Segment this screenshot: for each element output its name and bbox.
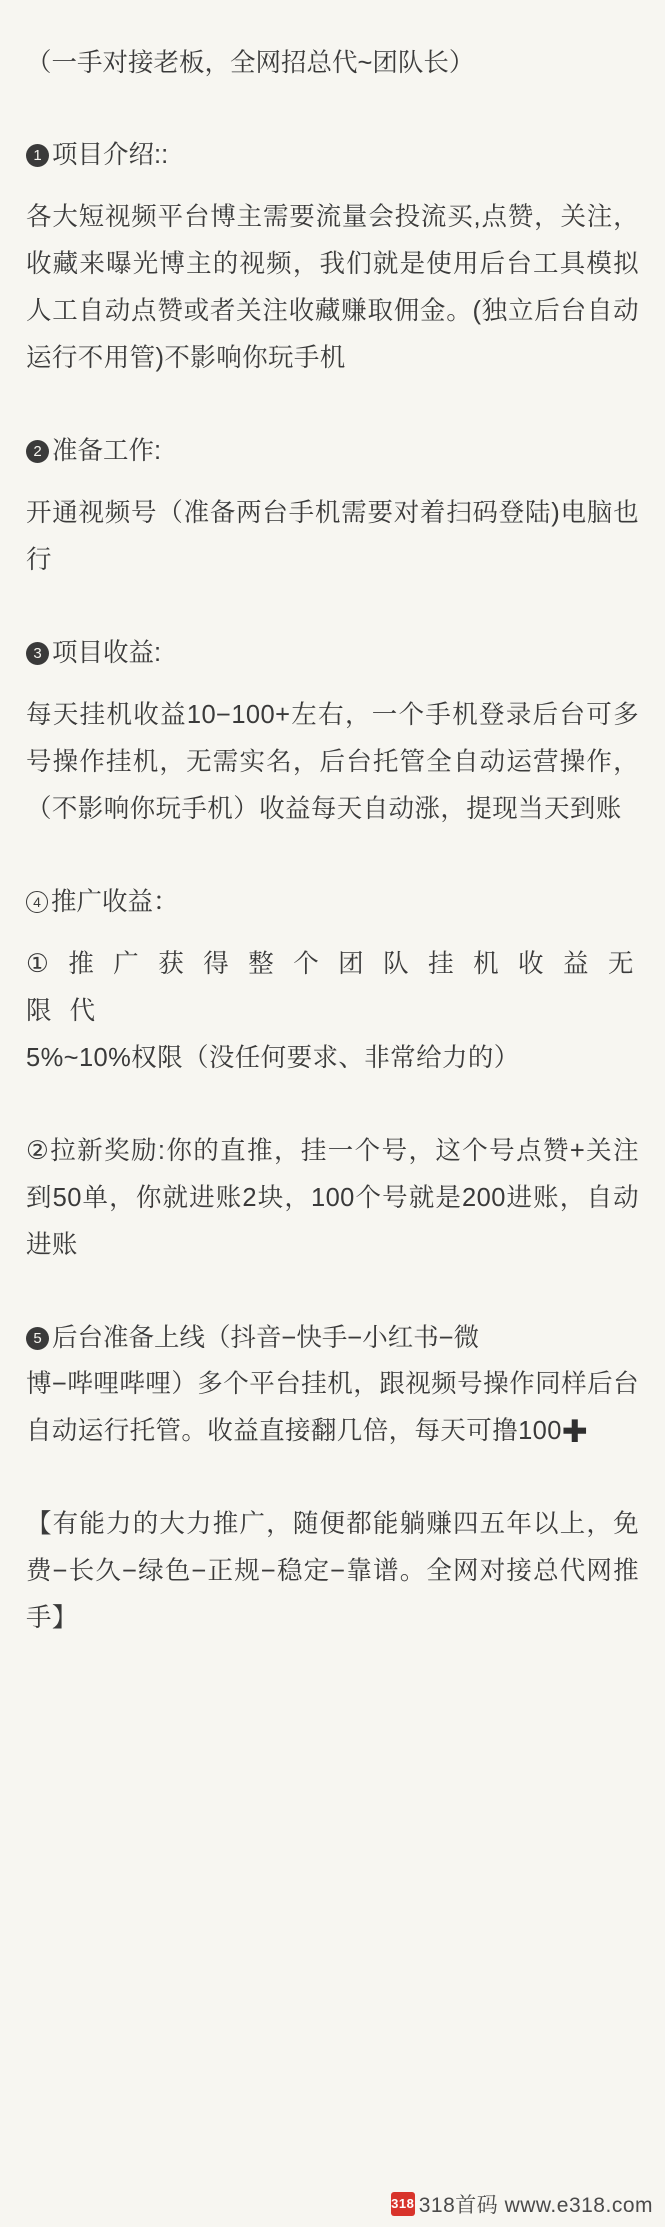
section-3-number: 3: [26, 642, 49, 665]
page-headline: （一手对接老板，全网招总代~团队长）: [26, 49, 475, 77]
section-3-body: 每天挂机收益10−100+左右，一个手机登录后台可多号操作挂机，无需实名，后台托管全自动运营操作，（不影响你玩手机）收益每天自动涨，提现当天到账: [26, 701, 639, 823]
section-5-title: [26, 1315, 639, 1361]
watermark: [391, 2189, 653, 2219]
section-4-body2: ②拉新奖励:你的直推，挂一个号，这个号点赞+关注到50单，你就进账2块，100个号就是200进账，自动进账: [26, 1137, 639, 1259]
section-2-body: 开通视频号（准备两台手机需要对着扫码登陆)电脑也行: [26, 499, 639, 574]
spacer: [26, 1455, 639, 1501]
section-1-body: 各大短视频平台博主需要流量会投流买,点赞，关注，收藏来曝光博主的视频，我们就是使用后台工具模拟人工自动点赞或者关注收藏赚取佣金。(独立后台自动运行不用管)不影响你玩手机: [26, 203, 639, 372]
document-footer: 【有能力的大力推广，随便都能躺赚四五年以上，免费−长久−绿色−正规−稳定−靠谱。全网对接总代网推手】: [26, 1510, 639, 1632]
section-5-title-text: 后台准备上线（抖音−快手−小红书−微: [52, 1324, 480, 1352]
section-4-title: [26, 879, 639, 925]
section-2-number: 2: [26, 440, 49, 463]
section-5-number: 5: [26, 1327, 49, 1350]
section-5-body-text: 博−哔哩哔哩）多个平台挂机，跟视频号操作同样后台自动运行托管。收益直接翻几倍，每天可撸100: [26, 1370, 639, 1445]
section-4-body-line2: 5%~10%权限（没任何要求、非常给力的）: [26, 1044, 520, 1072]
watermark-logo-icon: 318: [391, 2192, 415, 2216]
spacer: [26, 1269, 639, 1315]
spacer: [26, 1082, 639, 1128]
section-4-number: 4: [26, 891, 48, 913]
section-1-number: 1: [26, 144, 49, 167]
plus-icon: ✚: [561, 1414, 589, 1449]
section-3-title: [26, 630, 639, 676]
section-2-title-text: 准备工作:: [52, 437, 162, 465]
spacer: [26, 86, 639, 132]
section-4-body-line1: ① 推 广 获 得 整 个 团 队 挂 机 收 益 无 限 代: [26, 950, 639, 1025]
watermark-text: 318首码 www.e318.com: [418, 2194, 653, 2217]
spacer: [26, 676, 639, 692]
section-4-title-text: 推广收益：: [51, 888, 179, 916]
section-2-title: [26, 428, 639, 474]
spacer: [26, 925, 639, 941]
spacer: [26, 584, 639, 630]
spacer: [26, 382, 639, 428]
spacer: [26, 178, 639, 194]
section-1-title: [26, 132, 639, 178]
section-1-title-text: 项目介绍::: [52, 141, 169, 169]
spacer: [26, 474, 639, 490]
spacer: [26, 833, 639, 879]
section-5-body: [26, 1361, 639, 1455]
section-3-title-text: 项目收益:: [52, 639, 162, 667]
